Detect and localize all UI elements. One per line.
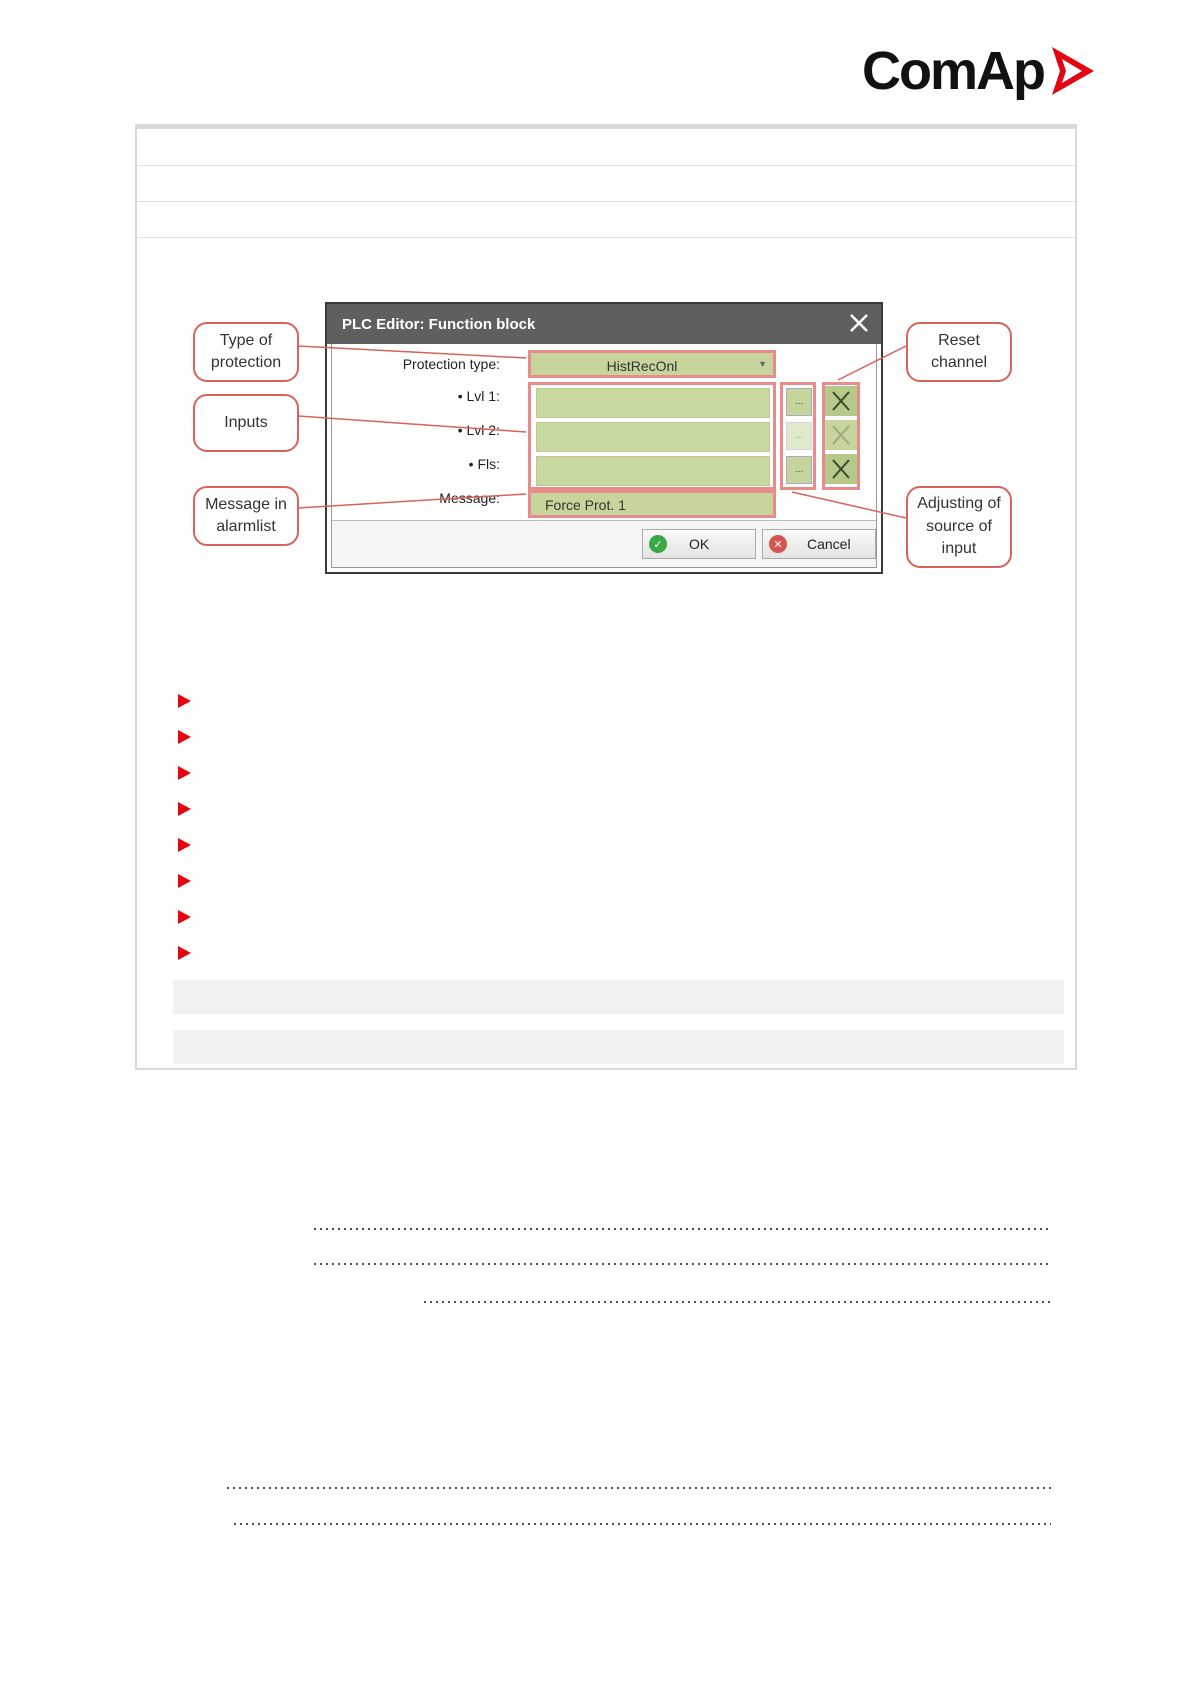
callout-inputs: Inputs (193, 394, 299, 452)
lvl1-source-button[interactable]: ... (786, 388, 812, 416)
protection-type-label: Protection type: (402, 356, 500, 372)
logo-wordmark: ComAp (862, 41, 1044, 101)
leader-dots (232, 1523, 1051, 1525)
ok-label: OK (689, 536, 710, 552)
callout-adjusting-source: Adjusting of source of input (906, 486, 1012, 568)
leader-dots (312, 1263, 1048, 1265)
lvl2-label: • Lvl 2: (457, 422, 500, 438)
bullet-marker-icon (178, 838, 191, 852)
note-bar (173, 1030, 1064, 1064)
lvl2-source-button[interactable]: ... (786, 422, 812, 450)
protection-type-value: HistRecOnl (606, 358, 678, 374)
dialog-title: PLC Editor: Function block (342, 316, 536, 333)
callout-type-of-protection: Type of protection (193, 322, 299, 382)
callout-message-in-alarmlist: Message in alarmlist (193, 486, 299, 546)
leader-dots (312, 1228, 1048, 1230)
cancel-icon: ✕ (769, 535, 787, 553)
lvl1-label: • Lvl 1: (457, 388, 500, 404)
callout-reset-channel: Reset channel (906, 322, 1012, 382)
message-value: Force Prot. 1 (545, 497, 626, 513)
bullet-marker-icon (178, 694, 191, 708)
bullet-marker-icon (178, 874, 191, 888)
bullet-marker-icon (178, 730, 191, 744)
bullet-marker-icon (178, 946, 191, 960)
bullet-marker-icon (178, 766, 191, 780)
bullet-marker-icon (178, 802, 191, 816)
bullet-marker-icon (178, 910, 191, 924)
note-bar (173, 980, 1064, 1014)
message-label: Message: (439, 490, 500, 506)
chevron-down-icon: ▼ (758, 359, 767, 369)
fls-source-button[interactable]: ... (786, 456, 812, 484)
fls-label: • Fls: (468, 456, 500, 472)
check-icon: ✓ (649, 535, 667, 553)
leader-dots (225, 1487, 1051, 1489)
cancel-label: Cancel (807, 536, 851, 552)
leader-dots (422, 1301, 1052, 1303)
